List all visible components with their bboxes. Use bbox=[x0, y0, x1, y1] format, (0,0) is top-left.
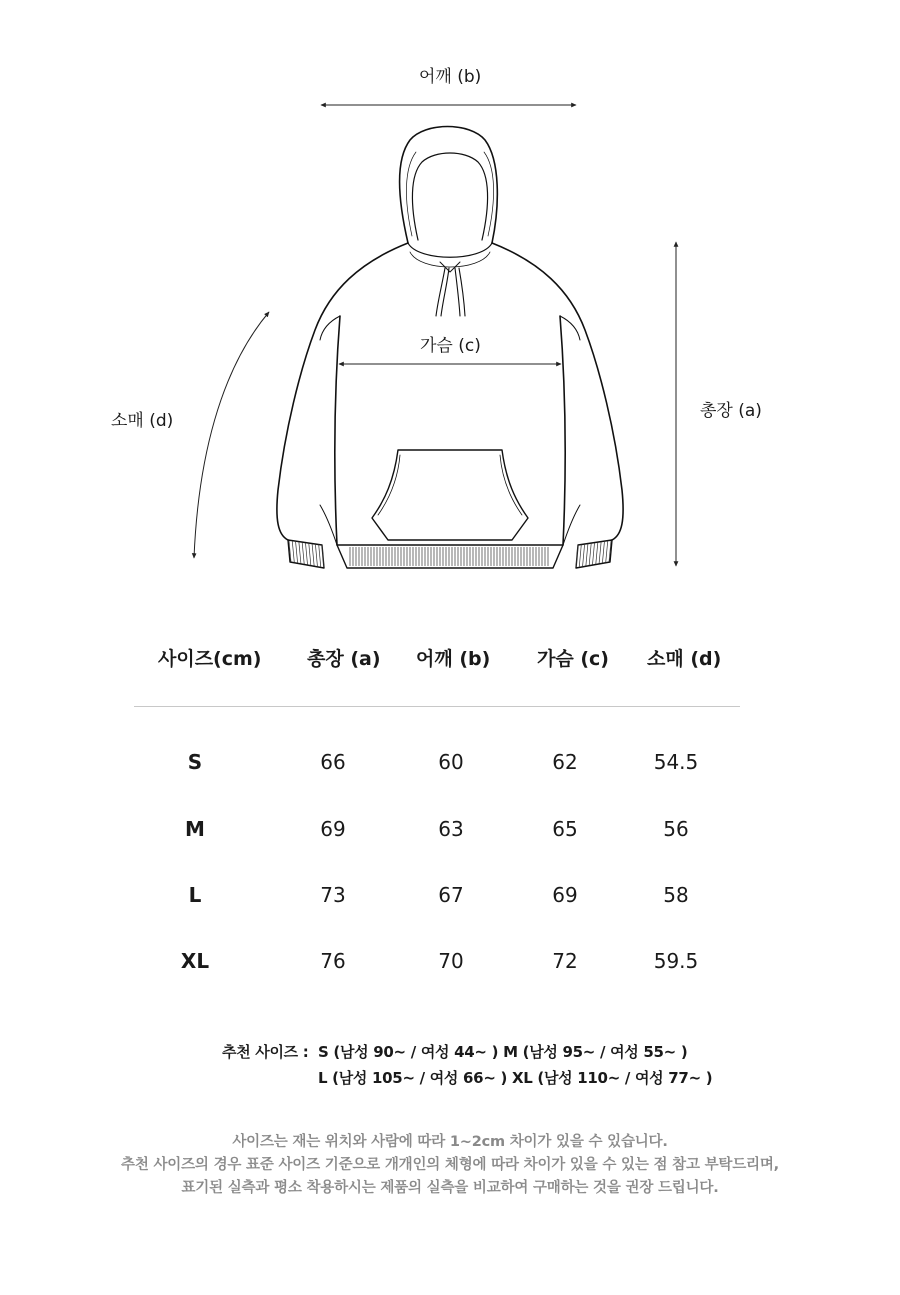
header-chest: 가슴 (c) bbox=[537, 648, 609, 670]
length-cell: 66 bbox=[320, 750, 346, 774]
table-divider bbox=[134, 706, 740, 707]
note-line-1: 사이즈는 재는 위치와 사람에 따라 1~2cm 차이가 있을 수 있습니다. bbox=[232, 1134, 668, 1150]
note-line-3: 표기된 실측과 평소 착용하시는 제품의 실측을 비교하여 구매하는 것을 권장 드립니다. bbox=[181, 1180, 719, 1196]
header-size: 사이즈(cm) bbox=[158, 648, 262, 670]
shoulder-cell: 70 bbox=[438, 949, 464, 973]
sleeve-cell: 56 bbox=[663, 817, 689, 841]
shoulder-label: 어깨 (b) bbox=[419, 67, 482, 87]
recommend-line-1: S (남성 90~ / 여성 44~ ) M (남성 95~ / 여성 55~ ) bbox=[318, 1043, 688, 1061]
length-label: 총장 (a) bbox=[700, 401, 762, 421]
length-cell: 76 bbox=[320, 949, 346, 973]
table-row bbox=[0, 949, 900, 979]
recommend-line-2: L (남성 105~ / 여성 66~ ) XL (남성 110~ / 여성 77~ ) bbox=[318, 1069, 713, 1087]
table-row bbox=[0, 817, 900, 847]
header-shoulder: 어깨 (b) bbox=[416, 648, 491, 670]
shoulder-cell: 67 bbox=[438, 883, 464, 907]
chest-label: 가슴 (c) bbox=[420, 336, 481, 356]
size-cell: M bbox=[185, 817, 205, 841]
chest-cell: 69 bbox=[552, 883, 578, 907]
sleeve-cell: 54.5 bbox=[653, 750, 699, 774]
shoulder-cell: 63 bbox=[438, 817, 464, 841]
hoodie-diagram bbox=[0, 0, 900, 600]
length-cell: 69 bbox=[320, 817, 346, 841]
sleeve-arrow bbox=[194, 312, 269, 558]
sleeve-cell: 59.5 bbox=[653, 949, 699, 973]
header-sleeve: 소매 (d) bbox=[647, 648, 722, 670]
table-row bbox=[0, 883, 900, 913]
sleeve-cell: 58 bbox=[663, 883, 689, 907]
recommend-label: 추천 사이즈 : bbox=[222, 1043, 309, 1061]
chest-cell: 65 bbox=[552, 817, 578, 841]
chest-cell: 62 bbox=[552, 750, 578, 774]
header-length: 총장 (a) bbox=[307, 648, 381, 670]
chest-cell: 72 bbox=[552, 949, 578, 973]
shoulder-cell: 60 bbox=[438, 750, 464, 774]
length-cell: 73 bbox=[320, 883, 346, 907]
size-cell: XL bbox=[180, 949, 210, 973]
sleeve-label: 소매 (d) bbox=[111, 411, 174, 431]
size-cell: S bbox=[187, 750, 203, 774]
size-cell: L bbox=[188, 883, 202, 907]
table-row bbox=[0, 750, 900, 780]
note-line-2: 추천 사이즈의 경우 표준 사이즈 기준으로 개개인의 체형에 따라 차이가 있을 수 있는 점 참고 부탁드리며, bbox=[121, 1157, 779, 1173]
